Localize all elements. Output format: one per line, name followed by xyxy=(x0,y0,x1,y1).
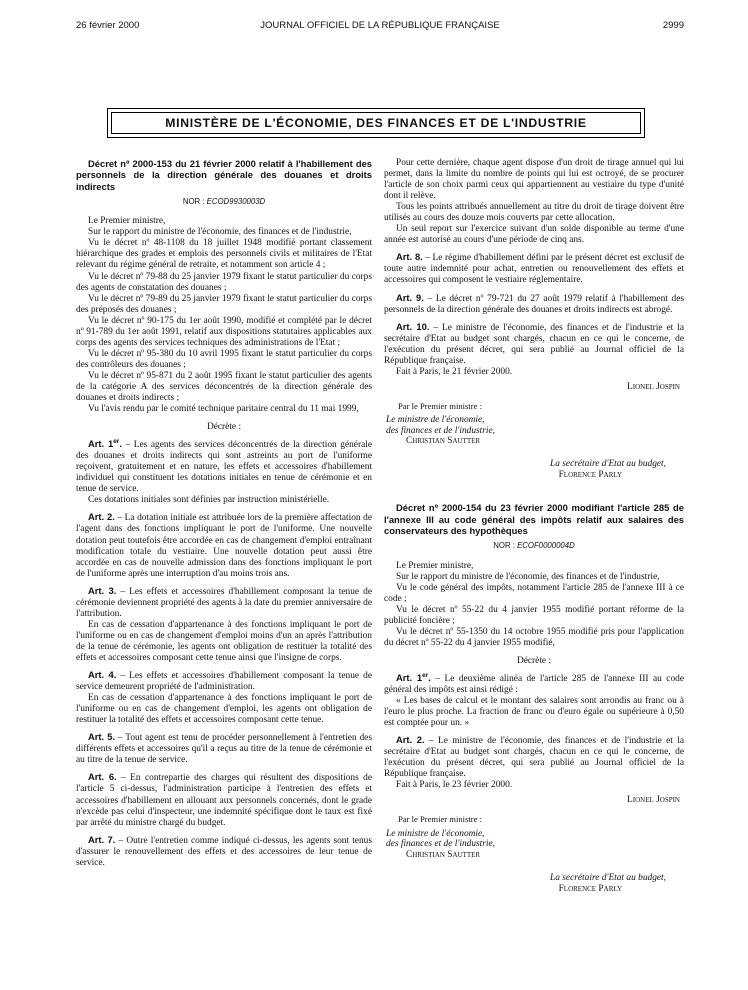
article-paragraph: Art. 8. – Le régime d'habillement défini par le présent décret est exclusif de toute autre indemnité pour achat, entretien ou renouvellement des effets et accessoires qui composent le vestiaire réglementaire. xyxy=(384,251,685,286)
decree1-secretary-title: La secrétaire d'Etat au budget, xyxy=(550,459,666,470)
paragraph: Le Premier ministre, xyxy=(88,216,166,227)
paragraph: Vu le décret nº 48-1108 du 18 juillet 1948 modifié portant classement hiérarchique des grades et emplois des personnels civils et militaires de l'Etat relevant du régime général de retraite, et notamment son article 4 ; xyxy=(76,238,372,271)
decree1-articles-left xyxy=(76,438,372,869)
decree1-preamble xyxy=(76,216,372,415)
running-header xyxy=(76,20,684,34)
article-paragraph: Art. 7. – Outre l'entretien comme indiqué ci-dessus, les agents sont tenus d'assurer le renouvellement des effets et des accessoires de leur tenue de service. xyxy=(76,833,372,868)
paragraph: Vu le code général des impôts, notamment l'article 285 de l'annexe III à ce code ; xyxy=(384,582,684,604)
decree2-articles xyxy=(384,672,684,780)
article-paragraph: Art. 4. – Les effets et accessoires d'habillement composant la tenue de service demeurent propriété de l'administration. xyxy=(76,669,372,693)
article-paragraph: Art. 6. – En contrepartie des charges qui résultent des dispositions de l'article 5 ci-dessus, l'administration participe à l'entretien des effets et accessoires d'habillement en allouant aux personnels concernés, dont le grade n'excède pas celui d'inspecteur, une indemnité spécifique dont le taux est fixé par arrêté du ministre chargé du budget. xyxy=(76,771,372,828)
decree1-nor: NOR : ECOD9930003D xyxy=(182,197,266,207)
article-label: Art. 9. xyxy=(396,291,424,303)
article-paragraph: Ces dotations initiales sont définies par instruction ministérielle. xyxy=(88,495,330,506)
decree1-fait: Fait à Paris, le 21 février 2000. xyxy=(396,366,513,377)
article-paragraph: Art. 10. – Le ministre de l'économie, des finances et de l'industrie et la secrétaire d'Etat au budget sont chargés, chacun en ce qui le concerne, de l'exécution du présent décret, qui sera publié au Journal officiel de la République française. xyxy=(384,320,684,366)
article-paragraph: En cas de cessation d'appartenance à des fonctions impliquant le port de l'uniforme ou en cas de changement d'emploi moins d'un an après l'attribution de la tenue de cérémonie, les agents ont obligation de restituer la totalité des effets et accessoires composant cette tenue ainsi que l'insigne de corps. xyxy=(76,619,372,663)
paragraph: Vu le décret nº 95-871 du 2 août 1995 fixant le statut particulier des agents de la catégorie A des services déconcentrés de la direction générale des douanes et droits indirects ; xyxy=(76,370,372,404)
article-label: Art. 3. xyxy=(88,584,117,596)
decree2-par: Par le Premier ministre : xyxy=(398,814,483,825)
decree1-signatory: Lionel Jospin xyxy=(627,381,680,392)
article-label: Art. 6. xyxy=(88,771,117,783)
decree2-preamble xyxy=(384,561,684,649)
decree2-title: Décret nº 2000-154 du 23 février 2000 modifiant l'article 285 de l'annexe III au code général des impôts relatif aux salaires des conservateurs des hypothèques xyxy=(384,502,684,537)
article-paragraph: Art. 2. – La dotation initiale est attribuée lors de la première affectation de l'agent dans des fonctions impliquant le port de l'uniforme. Une nouvelle dotation peut toutefois être accordée en cas de changement d'emploi entraînant modification totale du vestiaire. Une nouvelle dotation peut aussi être accordée en cas de nouvelle admission dans des fonctions impliquant le port de l'uniforme après une interruption d'au moins trois ans. xyxy=(76,511,373,579)
paragraph: Sur le rapport du ministre de l'économie, des finances et de l'industrie, xyxy=(88,227,352,238)
paragraph: Vu le décret nº 95-380 du 10 avril 1995 fixant le statut particulier du corps des contrôleurs des douanes ; xyxy=(76,348,372,370)
header-page-number: 2999 xyxy=(662,20,684,31)
article-label: Art. 7. xyxy=(88,833,116,845)
article-paragraph: Art. 9. – Le décret nº 79-721 du 27 août 1979 relatif à l'habillement des personnels de la direction générale des douanes et droits indirects est abrogé. xyxy=(384,291,685,315)
decree2-nor: NOR : ECOF0000004D xyxy=(493,541,575,551)
decree1-minister-name: Christian Sautter xyxy=(406,436,481,447)
article-paragraph: Art. 2. – Le ministre de l'économie, des finances et de l'industrie et la secrétaire d'Etat au budget sont chargés, chacun en ce qui le concerne, de l'exécution du présent décret, qui sera publié au Journal officiel de la République française. xyxy=(384,734,684,780)
paragraph: Sur le rapport du ministre de l'économie, des finances et de l'industrie, xyxy=(396,571,660,582)
decree2-minister-title: Le ministre de l'économie, des finances et de l'industrie, xyxy=(386,828,496,850)
decree2-fait: Fait à Paris, le 23 février 2000. xyxy=(396,780,513,791)
paragraph: Vu l'avis rendu par le comité technique paritaire central du 11 mai 1999, xyxy=(88,404,359,415)
article-label: Art. 8. xyxy=(396,251,423,263)
decree1-articles-right xyxy=(384,251,684,366)
article-label: Art. 5. xyxy=(88,731,116,743)
article-paragraph: « Les bases de calcul et le montant des salaires sont arrondis au franc ou à l'euro le plus proche. La fraction de franc ou d'euro égale ou supérieure à 0,50 est comptée pour un. » xyxy=(384,696,684,729)
article-label: Art. 2. xyxy=(396,734,425,746)
decree2-secretary-title: La secrétaire d'Etat au budget, xyxy=(550,872,666,883)
paragraph: Le Premier ministre, xyxy=(396,560,474,571)
right-column xyxy=(384,158,684,895)
left-column xyxy=(76,158,372,869)
article-label: Art. 4. xyxy=(88,669,117,681)
decree1-minister-title: Le ministre de l'économie, des finances et de l'industrie, xyxy=(386,414,496,436)
article-paragraph: Art. 1er. – Le deuxième alinéa de l'article 285 de l'annexe III au code général des impôts est ainsi rédigé : xyxy=(384,671,685,695)
paragraph: Un seul report sur l'exercice suivant d'un solde disponible au terme d'une année est autorisé au cours d'une période de cinq ans. xyxy=(384,224,684,246)
paragraph: Vu le décret nº 79-89 du 25 janvier 1979 fixant le statut particulier du corps des préposés des douanes ; xyxy=(76,293,372,315)
paragraph: Vu le décret nº 79-88 du 25 janvier 1979 fixant le statut particulier du corps des agents de constatation des douanes ; xyxy=(76,271,372,293)
article-paragraph: Art. 1er. – Les agents des services déconcentrés de la direction générale des douanes et droits indirects qui sont astreints au port de l'uniforme reçoivent, gratuitement et en nature, les effets et accessoires d'habillement individuel qui constituent les dotations initiales en tenue de cérémonie et en tenue de service. xyxy=(76,438,373,495)
article-label: Art. 1er. xyxy=(396,671,431,683)
article-label: Art. 2. xyxy=(88,511,115,523)
decree2-signatory: Lionel Jospin xyxy=(627,795,680,806)
paragraph: Vu le décret nº 55-1350 du 14 octobre 1955 modifié pris pour l'application du décret nº 55-22 du 4 janvier 1955 modifié, xyxy=(384,626,684,648)
ministry-banner-text: MINISTÈRE DE L'ÉCONOMIE, DES FINANCES ET DE L'INDUSTRIE xyxy=(111,112,641,134)
article-label: Art. 10. xyxy=(396,320,430,332)
decree2-secretary-name: Florence Parly xyxy=(558,883,622,894)
decree2-minister-name: Christian Sautter xyxy=(406,849,481,860)
decree1-secretary-name: Florence Parly xyxy=(558,470,622,481)
decree1-continuation xyxy=(384,158,684,246)
article-paragraph: En cas de cessation d'appartenance à des fonctions impliquant le port de l'uniforme ou en cas de changement d'emploi, les agents ont obligation de restituer la totalité des effets et accessoires composant cette tenue. xyxy=(76,693,372,726)
header-journal-title: JOURNAL OFFICIEL DE LA RÉPUBLIQUE FRANÇAISE xyxy=(260,20,500,31)
decree1-par: Par le Premier ministre : xyxy=(398,400,483,411)
paragraph: Vu le décret nº 90-175 du 1er août 1990, modifié et complété par le décret nº 91-789 du 1er août 1991, relatif aux dispositions statutaires applicables aux corps des agents des services techniques des administrations de l'Etat ; xyxy=(76,315,372,348)
decree1-decrete: Décrète : xyxy=(206,422,242,433)
decree2-decrete: Décrète : xyxy=(516,655,552,666)
paragraph: Tous les points attribués annuellement au titre du droit de tirage doivent être utilisés au cours des douze mois couverts par cette allocation. xyxy=(384,202,684,224)
paragraph: Vu le décret nº 55-22 du 4 janvier 1955 modifié portant réforme de la publicité foncière ; xyxy=(384,604,684,626)
decree1-title: Décret nº 2000-153 du 21 février 2000 relatif à l'habillement des personnels de la direction générale des douanes et droits indirects xyxy=(76,158,372,192)
header-date: 26 février 2000 xyxy=(76,20,140,31)
paragraph: Pour cette dernière, chaque agent dispose d'un droit de tirage annuel qui lui permet, dans la limite du nombre de points qui lui est octroyé, de se procurer l'article de son choix parmi ceux qui appartiennent au vestiaire du type d'unité dont il relève. xyxy=(384,158,684,202)
ministry-banner xyxy=(107,108,645,138)
article-paragraph: Art. 5. – Tout agent est tenu de procéder personnellement à l'entretien des différents effets et accessoires qu'il a reçus au titre de la tenue de cérémonie et au titre de la tenue de service. xyxy=(76,731,372,766)
article-paragraph: Art. 3. – Les effets et accessoires d'habillement composant la tenue de cérémonie deviennent propriété des agents à la date du premier anniversaire de l'attribution. xyxy=(76,584,372,619)
article-label: Art. 1er. xyxy=(88,438,122,450)
